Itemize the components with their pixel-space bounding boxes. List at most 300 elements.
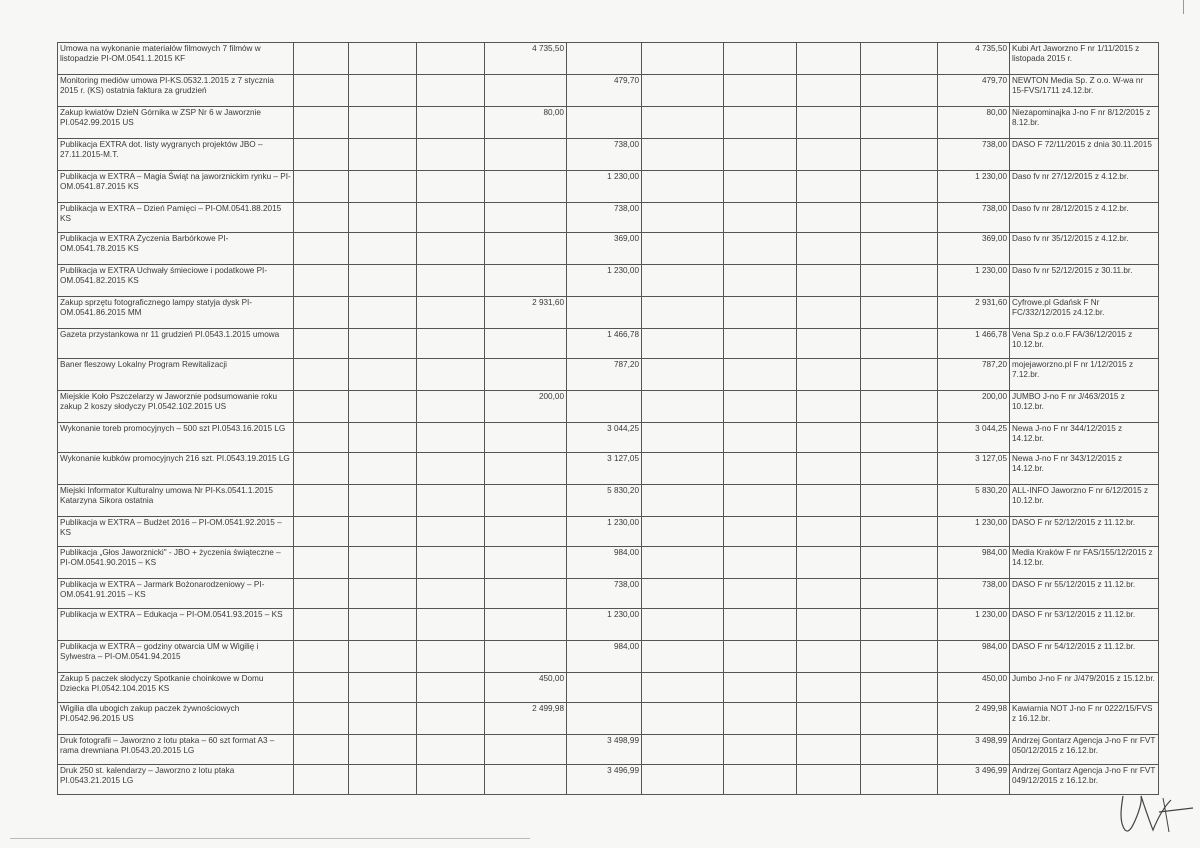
cell-amount-a: 200,00 <box>485 391 567 423</box>
cell-empty <box>417 297 485 329</box>
cell-total: 369,00 <box>938 233 1010 265</box>
cell-amount-a <box>485 139 567 171</box>
cell-description: Publikacja w EXTRA – Edukacja – PI-OM.0541.93.2015 – KS <box>58 609 294 641</box>
cell-empty <box>724 203 797 233</box>
cell-description: Wykonanie kubków promocyjnych 216 szt. PI.0543.19.2015 LG <box>58 453 294 485</box>
cell-empty <box>417 609 485 641</box>
cell-invoice: DASO F nr 55/12/2015 z 11.12.br. <box>1010 579 1159 609</box>
cell-empty <box>349 453 417 485</box>
handwritten-signature <box>1115 790 1195 835</box>
cell-empty <box>724 139 797 171</box>
cell-empty <box>349 735 417 765</box>
cell-empty <box>294 233 349 265</box>
cell-amount-b <box>567 391 642 423</box>
cell-empty <box>349 297 417 329</box>
cell-empty <box>861 203 938 233</box>
cell-amount-b: 738,00 <box>567 139 642 171</box>
cell-empty <box>294 423 349 453</box>
cell-empty <box>724 265 797 297</box>
table-row <box>58 423 1159 453</box>
table-row <box>58 265 1159 297</box>
cell-empty <box>294 609 349 641</box>
cell-empty <box>417 75 485 107</box>
table-row <box>58 391 1159 423</box>
cell-amount-a <box>485 735 567 765</box>
cell-description: Zakup 5 paczek słodyczy Spotkanie choinkowe w Domu Dziecka PI.0542.104.2015 KS <box>58 673 294 703</box>
cell-total: 450,00 <box>938 673 1010 703</box>
cell-invoice: NEWTON Media Sp. Z o.o. W-wa nr 15-FVS/1711 z4.12.br. <box>1010 75 1159 107</box>
cell-empty <box>642 641 724 673</box>
cell-total: 3 127,05 <box>938 453 1010 485</box>
cell-empty <box>294 139 349 171</box>
cell-empty <box>349 359 417 391</box>
cell-empty <box>724 641 797 673</box>
cell-total: 1 466,78 <box>938 329 1010 359</box>
cell-empty <box>724 171 797 203</box>
cell-empty <box>417 765 485 795</box>
cell-description: Publikacja w EXTRA – Dzień Pamięci – PI-OM.0541.88.2015 KS <box>58 203 294 233</box>
table-row <box>58 359 1159 391</box>
cell-empty <box>294 107 349 139</box>
cell-amount-a <box>485 171 567 203</box>
cell-amount-a <box>485 765 567 795</box>
table-row <box>58 297 1159 329</box>
cell-empty <box>349 547 417 579</box>
cell-invoice: Media Kraków F nr FAS/155/12/2015 z 14.12.br. <box>1010 547 1159 579</box>
cell-total: 984,00 <box>938 547 1010 579</box>
cell-empty <box>417 453 485 485</box>
cell-empty <box>861 609 938 641</box>
cell-empty <box>642 609 724 641</box>
cell-empty <box>294 517 349 547</box>
cell-empty <box>642 703 724 735</box>
cell-description: Zakup kwiatów DzieN Górnika w ZSP Nr 6 w Jaworznie PI.0542.99.2015 US <box>58 107 294 139</box>
cell-invoice: Kubi Art Jaworzno F nr 1/11/2015 z listopada 2015 r. <box>1010 43 1159 75</box>
cell-invoice: mojejaworzno.pl F nr 1/12/2015 z 7.12.br. <box>1010 359 1159 391</box>
cell-amount-b: 1 230,00 <box>567 609 642 641</box>
cell-empty <box>349 233 417 265</box>
cell-amount-b: 3 127,05 <box>567 453 642 485</box>
cell-total: 80,00 <box>938 107 1010 139</box>
cell-amount-b: 3 496,99 <box>567 765 642 795</box>
cell-empty <box>294 359 349 391</box>
cell-empty <box>797 139 861 171</box>
cell-description: Gazeta przystankowa nr 11 grudzień PI.0543.1.2015 umowa <box>58 329 294 359</box>
cell-empty <box>294 75 349 107</box>
cell-empty <box>861 43 938 75</box>
cell-empty <box>417 265 485 297</box>
cell-description: Publikacja w EXTRA Uchwały śmieciowe i podatkowe PI-OM.0541.82.2015 KS <box>58 265 294 297</box>
cell-amount-b: 1 466,78 <box>567 329 642 359</box>
cell-amount-b <box>567 297 642 329</box>
cell-empty <box>861 139 938 171</box>
cell-empty <box>724 579 797 609</box>
cell-empty <box>797 171 861 203</box>
cell-empty <box>797 107 861 139</box>
cell-empty <box>797 673 861 703</box>
table-row <box>58 547 1159 579</box>
cell-invoice: Newa J-no F nr 344/12/2015 z 14.12.br. <box>1010 423 1159 453</box>
cell-empty <box>797 517 861 547</box>
cell-total: 3 044,25 <box>938 423 1010 453</box>
cell-empty <box>349 139 417 171</box>
cell-total: 738,00 <box>938 139 1010 171</box>
cell-empty <box>642 107 724 139</box>
table-row <box>58 139 1159 171</box>
cell-empty <box>294 265 349 297</box>
cell-total: 2 499,98 <box>938 703 1010 735</box>
cell-empty <box>797 547 861 579</box>
cell-empty <box>797 703 861 735</box>
cell-empty <box>417 423 485 453</box>
cell-empty <box>724 297 797 329</box>
cell-total: 4 735,50 <box>938 43 1010 75</box>
cell-total: 3 496,99 <box>938 765 1010 795</box>
cell-empty <box>724 765 797 795</box>
cell-empty <box>724 453 797 485</box>
cell-description: Publikacja w EXTRA – Magia Świąt na jaworznickim rynku – PI-OM.0541.87.2015 KS <box>58 171 294 203</box>
cell-empty <box>349 703 417 735</box>
cell-amount-b <box>567 43 642 75</box>
cell-invoice: Daso fv nr 52/12/2015 z 30.11.br. <box>1010 265 1159 297</box>
cell-description: Publikacja w EXTRA Życzenia Barbórkowe PI-OM.0541.78.2015 KS <box>58 233 294 265</box>
cell-empty <box>642 329 724 359</box>
footer-rule <box>10 838 530 839</box>
cell-empty <box>861 107 938 139</box>
cell-amount-a: 4 735,50 <box>485 43 567 75</box>
cell-empty <box>861 673 938 703</box>
table-row <box>58 203 1159 233</box>
cell-empty <box>349 203 417 233</box>
cell-empty <box>797 203 861 233</box>
cell-description: Publikacja w EXTRA – Jarmark Bożonarodzeniowy – PI-OM.0541.91.2015 – KS <box>58 579 294 609</box>
cell-invoice: Daso fv nr 35/12/2015 z 4.12.br. <box>1010 233 1159 265</box>
cell-empty <box>724 359 797 391</box>
table-row <box>58 233 1159 265</box>
cell-empty <box>724 485 797 517</box>
cell-empty <box>294 391 349 423</box>
cell-empty <box>349 517 417 547</box>
cell-empty <box>797 453 861 485</box>
cell-total: 1 230,00 <box>938 609 1010 641</box>
cell-empty <box>417 233 485 265</box>
cell-empty <box>294 171 349 203</box>
cell-empty <box>861 735 938 765</box>
cell-empty <box>294 43 349 75</box>
cell-empty <box>642 765 724 795</box>
cell-empty <box>349 43 417 75</box>
cell-empty <box>349 765 417 795</box>
cell-total: 984,00 <box>938 641 1010 673</box>
cell-empty <box>724 517 797 547</box>
cell-empty <box>797 579 861 609</box>
cell-amount-a: 80,00 <box>485 107 567 139</box>
cell-invoice: Cyfrowe.pl Gdańsk F Nr FC/332/12/2015 z4.12.br. <box>1010 297 1159 329</box>
cell-invoice: Vena Sp.z o.o.F FA/36/12/2015 z 10.12.br. <box>1010 329 1159 359</box>
cell-total: 1 230,00 <box>938 265 1010 297</box>
cell-amount-a <box>485 329 567 359</box>
cell-empty <box>417 329 485 359</box>
cell-empty <box>797 609 861 641</box>
cell-empty <box>861 329 938 359</box>
cell-empty <box>294 485 349 517</box>
cell-empty <box>861 765 938 795</box>
cell-description: Wigilia dla ubogich zakup paczek żywnościowych PI.0542.96.2015 US <box>58 703 294 735</box>
cell-total: 3 498,99 <box>938 735 1010 765</box>
cell-empty <box>294 547 349 579</box>
cell-empty <box>642 265 724 297</box>
cell-empty <box>294 297 349 329</box>
cell-amount-a: 450,00 <box>485 673 567 703</box>
cell-empty <box>642 43 724 75</box>
cell-empty <box>861 265 938 297</box>
expense-table <box>57 42 1159 795</box>
cell-invoice: DASO F nr 53/12/2015 z 11.12.br. <box>1010 609 1159 641</box>
cell-amount-b: 738,00 <box>567 203 642 233</box>
cell-total: 787,20 <box>938 359 1010 391</box>
cell-empty <box>417 703 485 735</box>
cell-empty <box>724 75 797 107</box>
cell-empty <box>642 75 724 107</box>
table-row <box>58 107 1159 139</box>
cell-empty <box>724 609 797 641</box>
cell-empty <box>797 329 861 359</box>
cell-amount-b: 1 230,00 <box>567 171 642 203</box>
cell-empty <box>349 609 417 641</box>
cell-amount-a <box>485 75 567 107</box>
table-row <box>58 453 1159 485</box>
cell-description: Druk 250 st. kalendarzy – Jaworzno z lotu ptaka PI.0543.21.2015 LG <box>58 765 294 795</box>
cell-invoice: DASO F nr 54/12/2015 z 11.12.br. <box>1010 641 1159 673</box>
cell-amount-b: 369,00 <box>567 233 642 265</box>
cell-empty <box>861 485 938 517</box>
cell-empty <box>417 517 485 547</box>
cell-empty <box>417 391 485 423</box>
scan-edge-mark <box>1183 0 1184 14</box>
cell-empty <box>797 297 861 329</box>
cell-empty <box>642 579 724 609</box>
cell-empty <box>417 579 485 609</box>
cell-empty <box>642 423 724 453</box>
cell-amount-b: 787,20 <box>567 359 642 391</box>
cell-empty <box>642 517 724 547</box>
cell-amount-a <box>485 453 567 485</box>
cell-description: Miejski Informator Kulturalny umowa Nr PI-Ks.0541.1.2015 Katarzyna Sikora ostatnia <box>58 485 294 517</box>
cell-empty <box>417 547 485 579</box>
cell-amount-a <box>485 359 567 391</box>
cell-empty <box>294 765 349 795</box>
cell-amount-b: 984,00 <box>567 641 642 673</box>
table-row <box>58 329 1159 359</box>
cell-amount-b: 738,00 <box>567 579 642 609</box>
cell-description: Publikacja w EXTRA – godziny otwarcia UM w Wigilię i Sylwestra – PI-OM.0541.94.2015 <box>58 641 294 673</box>
cell-empty <box>724 735 797 765</box>
cell-description: Zakup sprzętu fotograficznego lampy statyja dysk PI-OM.0541.86.2015 MM <box>58 297 294 329</box>
cell-amount-b: 3 044,25 <box>567 423 642 453</box>
cell-amount-a <box>485 609 567 641</box>
cell-empty <box>294 203 349 233</box>
cell-empty <box>797 485 861 517</box>
cell-description: Umowa na wykonanie materiałów filmowych 7 filmów w listopadzie PI-OM.0541.1.2015 KF <box>58 43 294 75</box>
cell-empty <box>294 673 349 703</box>
cell-empty <box>724 233 797 265</box>
cell-amount-a <box>485 233 567 265</box>
cell-empty <box>861 517 938 547</box>
cell-empty <box>417 203 485 233</box>
cell-description: Baner fleszowy Lokalny Program Rewitalizacji <box>58 359 294 391</box>
cell-total: 1 230,00 <box>938 171 1010 203</box>
cell-total: 5 830,20 <box>938 485 1010 517</box>
cell-empty <box>642 485 724 517</box>
cell-empty <box>349 579 417 609</box>
cell-empty <box>797 43 861 75</box>
cell-empty <box>797 423 861 453</box>
cell-empty <box>349 673 417 703</box>
cell-amount-b <box>567 703 642 735</box>
cell-empty <box>349 75 417 107</box>
cell-invoice: JUMBO J-no F nr J/463/2015 z 10.12.br. <box>1010 391 1159 423</box>
cell-invoice: Newa J-no F nr 343/12/2015 z 14.12.br. <box>1010 453 1159 485</box>
cell-empty <box>797 735 861 765</box>
cell-amount-a <box>485 641 567 673</box>
cell-amount-a <box>485 423 567 453</box>
cell-empty <box>349 171 417 203</box>
table-row <box>58 609 1159 641</box>
cell-empty <box>861 423 938 453</box>
cell-invoice: Andrzej Gontarz Agencja J-no F nr FVT 049/12/2015 z 16.12.br. <box>1010 765 1159 795</box>
cell-empty <box>294 735 349 765</box>
cell-empty <box>349 329 417 359</box>
cell-empty <box>797 641 861 673</box>
cell-empty <box>797 359 861 391</box>
cell-empty <box>294 703 349 735</box>
cell-empty <box>349 107 417 139</box>
cell-empty <box>417 641 485 673</box>
cell-amount-a: 2 931,60 <box>485 297 567 329</box>
cell-amount-b <box>567 107 642 139</box>
cell-empty <box>724 329 797 359</box>
cell-amount-a <box>485 203 567 233</box>
cell-amount-b: 5 830,20 <box>567 485 642 517</box>
cell-total: 479,70 <box>938 75 1010 107</box>
cell-description: Publikacja w EXTRA – Budżet 2016 – PI-OM.0541.92.2015 – KS <box>58 517 294 547</box>
cell-invoice: Daso fv nr 28/12/2015 z 4.12.br. <box>1010 203 1159 233</box>
cell-amount-a <box>485 579 567 609</box>
cell-empty <box>861 703 938 735</box>
cell-empty <box>349 485 417 517</box>
cell-amount-a: 2 499,98 <box>485 703 567 735</box>
cell-empty <box>417 673 485 703</box>
cell-invoice: Niezapominajka J-no F nr 8/12/2015 z 8.12.br. <box>1010 107 1159 139</box>
table-row <box>58 765 1159 795</box>
cell-amount-b: 1 230,00 <box>567 517 642 547</box>
cell-empty <box>642 203 724 233</box>
table-row <box>58 171 1159 203</box>
cell-empty <box>724 673 797 703</box>
cell-empty <box>417 735 485 765</box>
table-row <box>58 517 1159 547</box>
cell-total: 1 230,00 <box>938 517 1010 547</box>
cell-empty <box>861 297 938 329</box>
cell-empty <box>294 329 349 359</box>
cell-empty <box>349 265 417 297</box>
cell-empty <box>797 233 861 265</box>
cell-amount-b: 3 498,99 <box>567 735 642 765</box>
cell-empty <box>797 75 861 107</box>
cell-empty <box>724 423 797 453</box>
cell-empty <box>642 673 724 703</box>
table-row <box>58 673 1159 703</box>
cell-empty <box>861 171 938 203</box>
cell-empty <box>642 359 724 391</box>
cell-invoice: Kawiarnia NOT J-no F nr 0222/15/FVS z 16.12.br. <box>1010 703 1159 735</box>
cell-empty <box>642 297 724 329</box>
cell-total: 200,00 <box>938 391 1010 423</box>
cell-empty <box>642 453 724 485</box>
cell-amount-b: 479,70 <box>567 75 642 107</box>
table-row <box>58 735 1159 765</box>
cell-empty <box>642 391 724 423</box>
cell-amount-b: 984,00 <box>567 547 642 579</box>
cell-invoice: DASO F nr 52/12/2015 z 11.12.br. <box>1010 517 1159 547</box>
table-row <box>58 485 1159 517</box>
cell-empty <box>294 453 349 485</box>
cell-empty <box>861 391 938 423</box>
cell-empty <box>861 453 938 485</box>
cell-empty <box>642 735 724 765</box>
cell-invoice: Daso fv nr 27/12/2015 z 4.12.br. <box>1010 171 1159 203</box>
cell-description: Miejskie Koło Pszczelarzy w Jaworznie podsumowanie roku zakup 2 koszy słodyczy PI.0542.102.2015 US <box>58 391 294 423</box>
cell-empty <box>642 171 724 203</box>
cell-empty <box>724 107 797 139</box>
cell-empty <box>724 391 797 423</box>
cell-empty <box>797 391 861 423</box>
cell-description: Monitoring mediów umowa PI-KS.0532.1.2015 z 7 stycznia 2015 r. (KS) ostatnia faktura za grudzień <box>58 75 294 107</box>
cell-amount-a <box>485 517 567 547</box>
table-row <box>58 579 1159 609</box>
cell-amount-a <box>485 265 567 297</box>
cell-empty <box>349 641 417 673</box>
cell-empty <box>861 359 938 391</box>
table-row <box>58 703 1159 735</box>
cell-empty <box>724 703 797 735</box>
cell-empty <box>417 139 485 171</box>
cell-empty <box>349 423 417 453</box>
cell-empty <box>724 43 797 75</box>
table-row <box>58 43 1159 75</box>
cell-description: Publikacja „Głos Jaworznicki" - JBO + życzenia świąteczne – PI-OM.0541.90.2015 – KS <box>58 547 294 579</box>
cell-amount-a <box>485 547 567 579</box>
cell-total: 2 931,60 <box>938 297 1010 329</box>
cell-empty <box>417 107 485 139</box>
cell-amount-a <box>485 485 567 517</box>
cell-total: 738,00 <box>938 203 1010 233</box>
cell-empty <box>417 359 485 391</box>
cell-description: Publikacja EXTRA dot. listy wygranych projektów JBO – 27.11.2015-M.T. <box>58 139 294 171</box>
cell-empty <box>294 579 349 609</box>
cell-empty <box>349 391 417 423</box>
cell-empty <box>797 765 861 795</box>
table-row <box>58 641 1159 673</box>
table-row <box>58 75 1159 107</box>
cell-empty <box>724 547 797 579</box>
cell-empty <box>417 485 485 517</box>
cell-empty <box>294 641 349 673</box>
cell-empty <box>861 233 938 265</box>
cell-description: Wykonanie toreb promocyjnych – 500 szt PI.0543.16.2015 LG <box>58 423 294 453</box>
cell-invoice: Jumbo J-no F nr J/479/2015 z 15.12.br. <box>1010 673 1159 703</box>
cell-total: 738,00 <box>938 579 1010 609</box>
